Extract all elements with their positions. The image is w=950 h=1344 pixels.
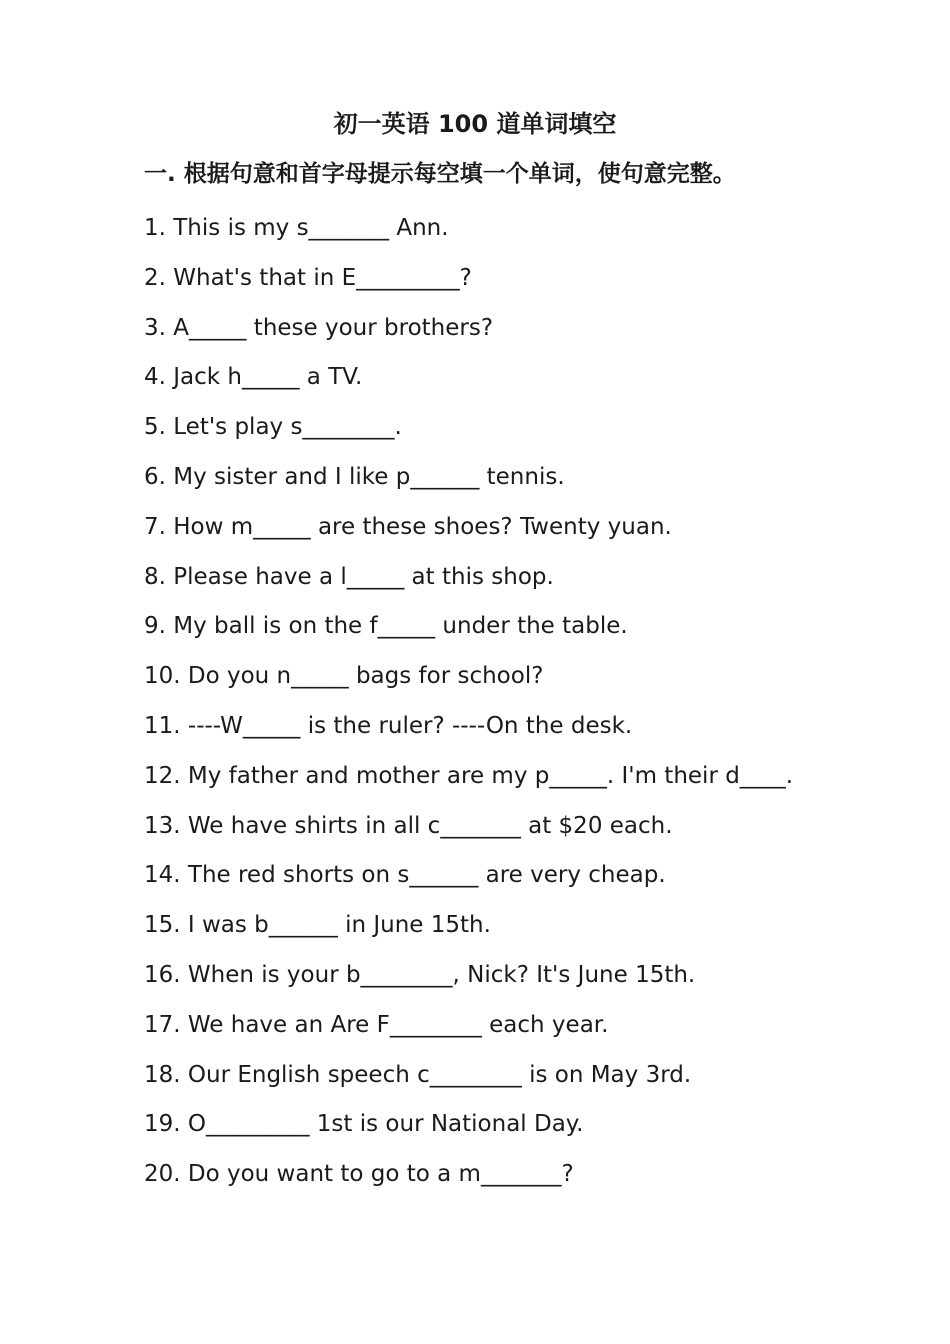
question-list <box>144 204 806 1200</box>
question-5: 5. Let's play s________. <box>144 414 402 441</box>
question-11: 11. ----W_____ is the ruler? ----On the desk. <box>144 712 633 739</box>
question-6: 6. My sister and I like p______ tennis. <box>144 463 565 490</box>
question-18: 18. Our English speech c________ is on May 3rd. <box>144 1061 692 1088</box>
section-heading: 一. 根据句意和首字母提示每空填一个单词，使句意完整。 <box>144 161 736 187</box>
question-13: 13. We have shirts in all c_______ at $20 each. <box>144 812 673 839</box>
question-10: 10. Do you n_____ bags for school? <box>144 663 544 690</box>
document-title: 初一英语 100 道单词填空 <box>333 110 617 138</box>
question-3: 3. A_____ these your brothers? <box>144 314 494 341</box>
question-16: 16. When is your b________, Nick? It's June 15th. <box>144 961 696 988</box>
question-19: 19. O_________ 1st is our National Day. <box>144 1111 584 1138</box>
question-2: 2. What's that in E_________? <box>144 264 472 291</box>
question-20: 20. Do you want to go to a m_______? <box>144 1161 574 1188</box>
question-8: 8. Please have a l_____ at this shop. <box>144 563 554 590</box>
question-9: 9. My ball is on the f_____ under the table. <box>144 613 628 640</box>
question-4: 4. Jack h_____ a TV. <box>144 364 363 391</box>
question-15: 15. I was b______ in June 15th. <box>144 912 491 939</box>
question-1: 1. This is my s_______ Ann. <box>144 215 449 241</box>
question-14: 14. The red shorts on s______ are very cheap. <box>144 862 666 889</box>
question-17: 17. We have an Are F________ each year. <box>144 1011 609 1038</box>
question-12: 12. My father and mother are my p_____. I'm their d____. <box>144 762 794 789</box>
question-7: 7. How m_____ are these shoes? Twenty yuan. <box>144 513 672 540</box>
